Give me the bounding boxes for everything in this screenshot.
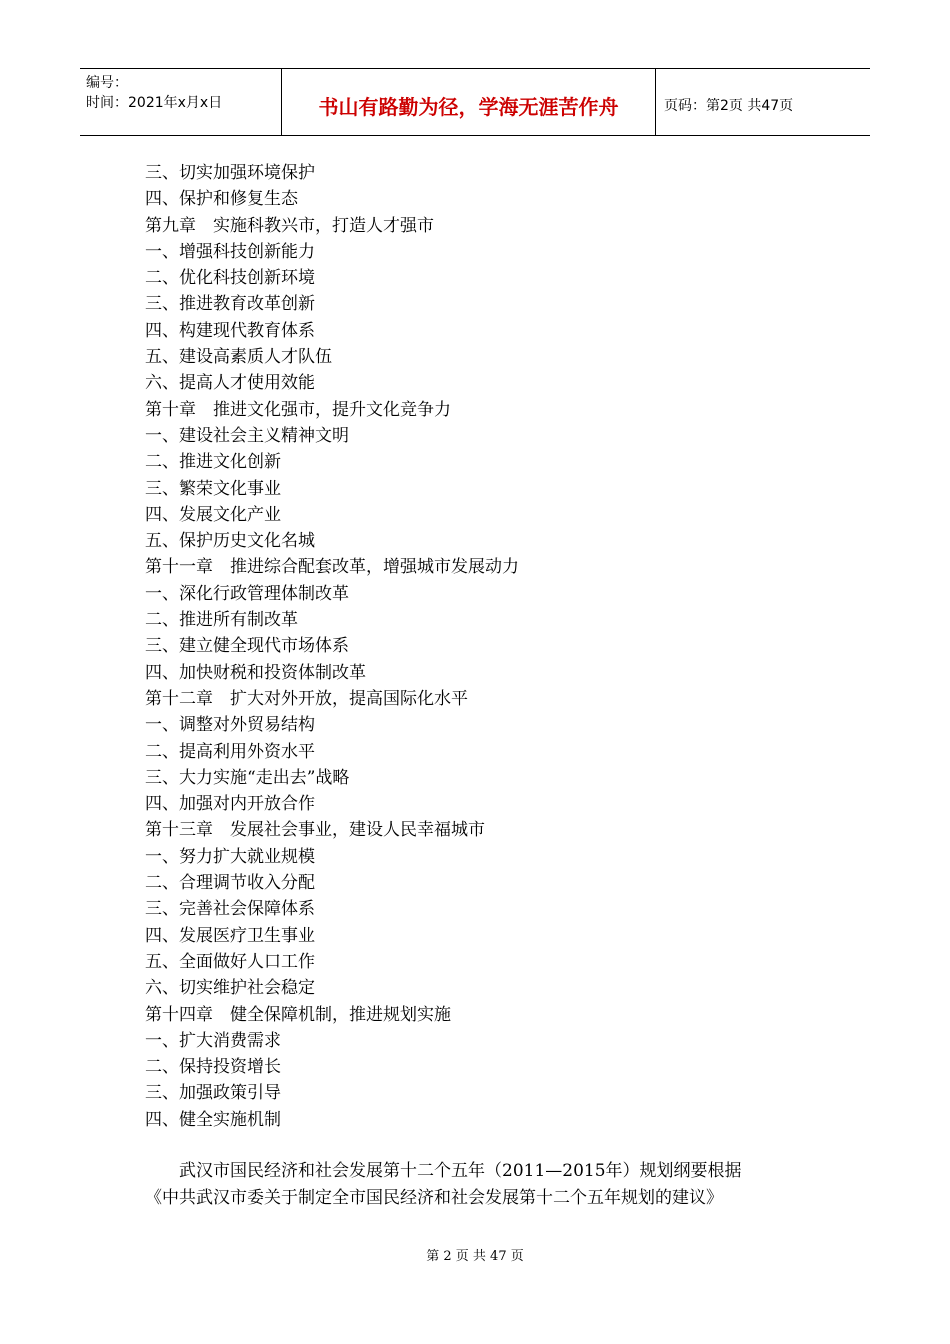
toc-item: 二、合理调节收入分配 xyxy=(145,873,315,894)
page-footer: 第 2 页 共 47 页 xyxy=(426,1249,524,1264)
toc-chapter: 第十二章 扩大对外开放，提高国际化水平 xyxy=(145,688,468,709)
toc-item: 二、保持投资增长 xyxy=(145,1057,281,1078)
toc-item: 一、深化行政管理体制改革 xyxy=(145,583,349,604)
toc-item: 一、调整对外贸易结构 xyxy=(145,715,315,736)
paragraph-line: 武汉市国民经济和社会发展第十二个五年（2011—2015年）规划纲要根据 xyxy=(179,1161,742,1181)
toc-item: 三、建立健全现代市场体系 xyxy=(145,636,349,657)
page-header xyxy=(80,68,870,136)
toc-item: 一、努力扩大就业规模 xyxy=(145,846,315,867)
header-page-info: 页码：第2页 共47页 xyxy=(664,98,794,114)
header-motto: 书山有路勤为径，学海无涯苦作舟 xyxy=(282,69,656,135)
toc-item: 一、增强科技创新能力 xyxy=(145,241,315,262)
toc-item: 一、扩大消费需求 xyxy=(145,1030,281,1051)
toc-item: 五、建设高素质人才队伍 xyxy=(145,347,332,368)
toc-chapter: 第九章 实施科教兴市，打造人才强市 xyxy=(145,215,434,236)
toc-item: 三、加强政策引导 xyxy=(145,1083,281,1104)
header-left-cell xyxy=(80,69,282,135)
toc-item: 三、繁荣文化事业 xyxy=(145,478,281,499)
toc-item: 三、完善社会保障体系 xyxy=(145,899,315,920)
toc-chapter: 第十一章 推进综合配套改革，增强城市发展动力 xyxy=(145,557,519,578)
toc-item: 三、大力实施“走出去”战略 xyxy=(145,767,350,788)
toc-item: 六、提高人才使用效能 xyxy=(145,373,315,394)
toc-item: 五、保护历史文化名城 xyxy=(145,531,315,552)
toc-item: 四、保护和修复生态 xyxy=(145,189,298,210)
toc-item: 三、推进教育改革创新 xyxy=(145,294,315,315)
toc-item: 二、优化科技创新环境 xyxy=(145,268,315,289)
table-of-contents xyxy=(145,160,519,1133)
toc-item: 四、构建现代教育体系 xyxy=(145,320,315,341)
body-paragraph xyxy=(145,1158,825,1212)
toc-item: 四、加强对内开放合作 xyxy=(145,794,315,815)
toc-item: 四、发展医疗卫生事业 xyxy=(145,925,315,946)
toc-chapter: 第十章 推进文化强市，提升文化竞争力 xyxy=(145,399,451,420)
toc-item: 六、切实维护社会稳定 xyxy=(145,978,315,999)
toc-item: 二、提高利用外资水平 xyxy=(145,741,315,762)
toc-chapter: 第十四章 健全保障机制，推进规划实施 xyxy=(145,1004,451,1025)
time-label: 时间：2021年x月x日 xyxy=(86,95,223,111)
toc-item: 一、建设社会主义精神文明 xyxy=(145,425,349,446)
toc-item: 四、加快财税和投资体制改革 xyxy=(145,662,366,683)
toc-item: 二、推进所有制改革 xyxy=(145,610,298,631)
toc-item: 四、健全实施机制 xyxy=(145,1109,281,1130)
toc-item: 五、全面做好人口工作 xyxy=(145,951,315,972)
toc-item: 四、发展文化产业 xyxy=(145,504,281,525)
paragraph-line: 《中共武汉市委关于制定全市国民经济和社会发展第十二个五年规划的建议》 xyxy=(145,1188,723,1208)
toc-item: 三、切实加强环境保护 xyxy=(145,163,315,183)
toc-chapter: 第十三章 发展社会事业，建设人民幸福城市 xyxy=(145,820,485,841)
number-label: 编号： xyxy=(86,75,128,91)
toc-item: 二、推进文化创新 xyxy=(145,452,281,473)
